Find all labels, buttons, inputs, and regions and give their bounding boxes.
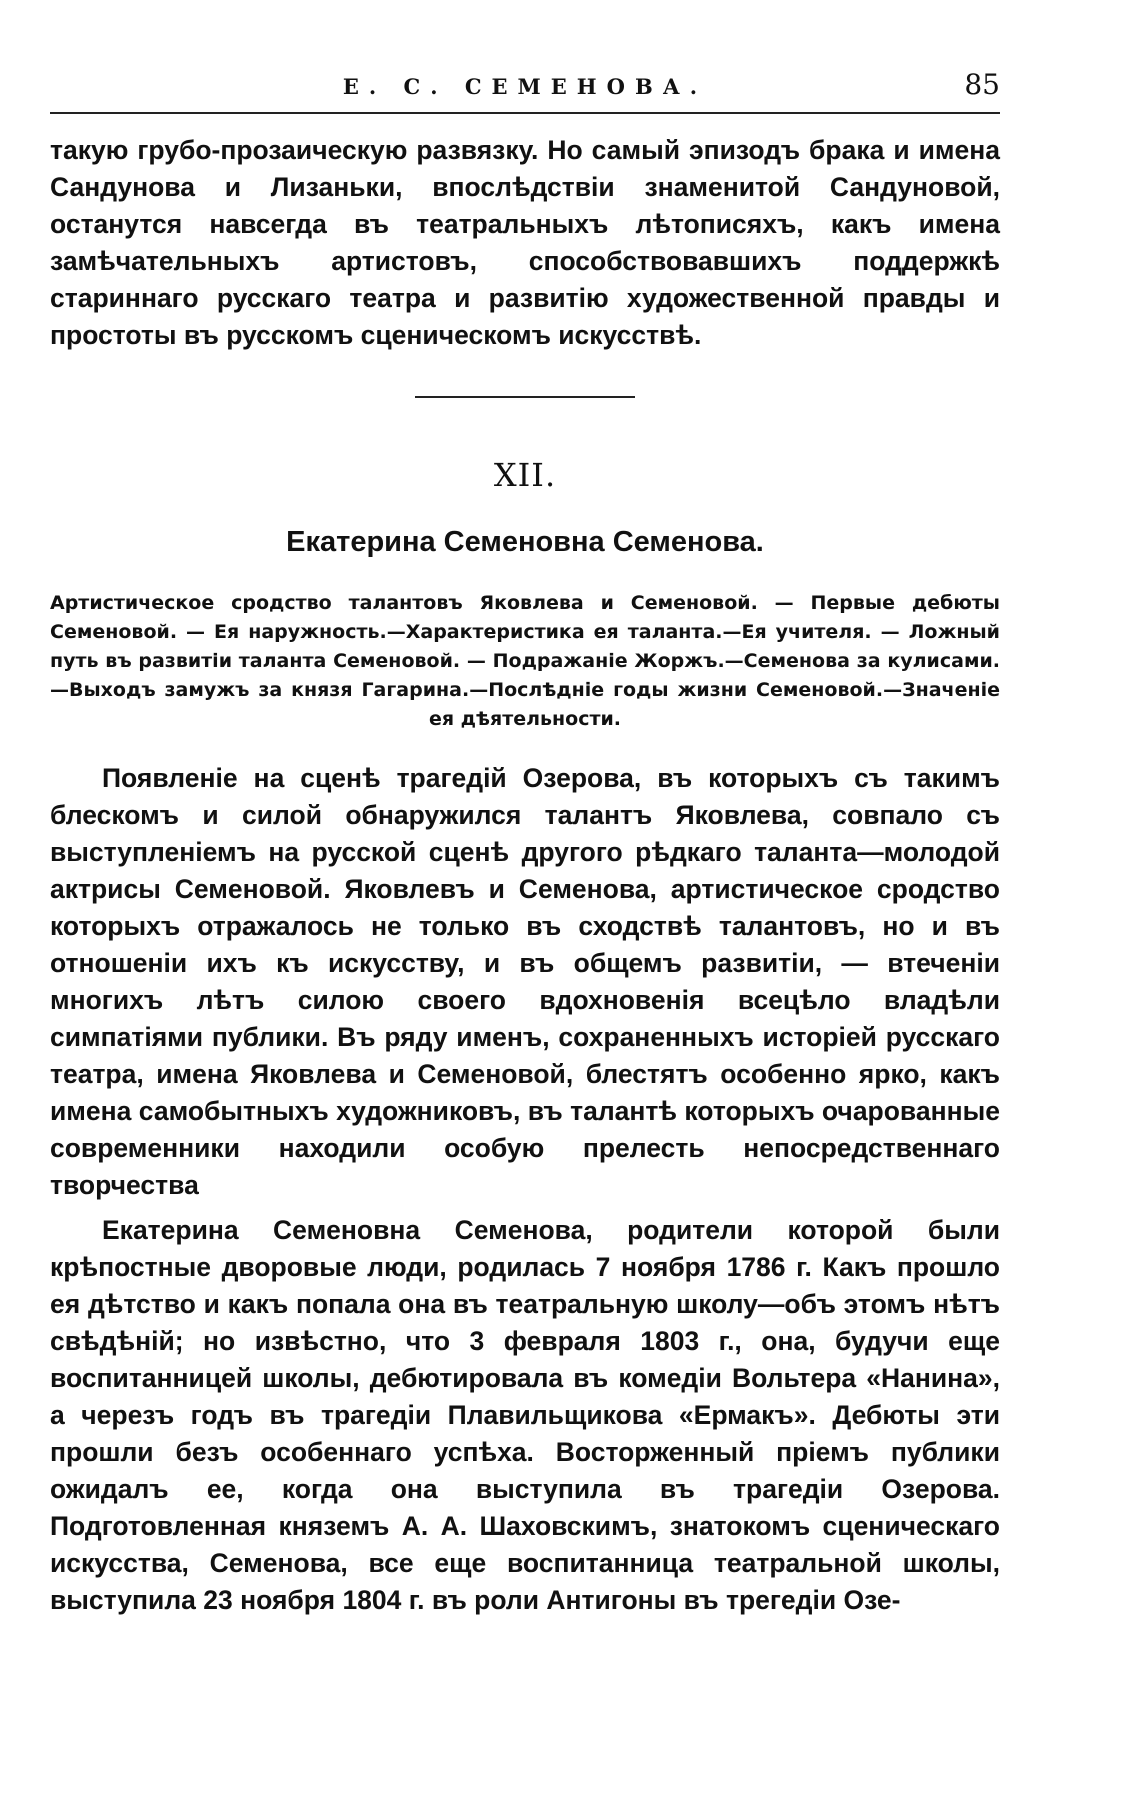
chapter-title: Екатерина Семеновна Семенова. bbox=[286, 526, 764, 558]
body-paragraph-1: Появленіе на сценѣ трагедій Озерова, въ которыхъ съ такимъ блескомъ и силой обнаружился талантъ Яковлева, совпало съ выступленіемъ на русской сценѣ другого рѣдкаго таланта—молодой актрисы Семеновой. Яковлевъ и Семенова, артистическое сродство которыхъ отражалось не только въ сходствѣ талантовъ, но и въ отношеніи ихъ къ искусству, и въ общемъ развитіи, — втеченіи многихъ лѣтъ силою своего вдохновенія всецѣло владѣли симпатіями публики. Въ ряду именъ, сохраненныхъ исторіей русскаго театра, имена Яковлева и Семеновой, блестятъ особенно ярко, какъ имена самобытныхъ художниковъ, въ талантѣ которыхъ очарованные современники находили особую прелесть непосредственнаго творчества bbox=[50, 763, 1000, 1200]
carryover-paragraph: такую грубо-прозаическую развязку. Но самый эпизодъ брака и имена Сандунова и Лизаньки, впослѣдствіи знаменитой Сандуновой, останутся навсегда въ театральныхъ лѣтописяхъ, какъ имена замѣчательныхъ артистовъ, способствовавшихъ поддержкѣ стариннаго русскаго театра и развитію художественной правды и простоты въ русскомъ сценическомъ искусствѣ. bbox=[50, 135, 1000, 350]
running-header bbox=[50, 60, 1000, 114]
section-separator-rule bbox=[415, 396, 635, 398]
page-number: 85 bbox=[964, 68, 1000, 101]
body-paragraph-2: Екатерина Семеновна Семенова, родители которой были крѣпостные дворовые люди, родилась 7 ноября 1786 г. Какъ прошло ея дѣтство и какъ попала она въ театральную школу—объ этомъ нѣтъ свѣдѣній; но извѣстно, что 3 февраля 1803 г., она, будучи еще воспитанницей школы, дебютировала въ комедіи Вольтера «Нанина», а черезъ годъ въ трагедіи Плавильщикова «Ермакъ». Дебюты эти прошли безъ особеннаго успѣха. Восторженный пріемъ публики ожидалъ ее, когда она выступила въ трагедіи Озерова. Подготовленная княземъ А. А. Шаховскимъ, знатокомъ сценическаго искусства, Семенова, все еще воспитанница театральной школы, выступила 23 ноября 1804 г. въ роли Антигоны въ трегедіи Озе- bbox=[50, 1215, 1000, 1615]
chapter-number: XII. bbox=[493, 456, 557, 494]
book-page bbox=[50, 60, 1000, 1619]
chapter-summary: Артистическое сродство талантовъ Яковлева и Семеновой. — Первые дебюты Семеновой. — Ея наружность.—Характеристика ея таланта.—Ея учителя. — Ложный путь въ развитіи таланта Семеновой. — Подражаніе Жоржъ.—Семенова за кулисами.—Выходъ замужъ за князя Гагарина.—Послѣдніе годы жизни Семеновой.—Значеніе ея дѣятельности. bbox=[50, 592, 1000, 730]
running-title: Е. С. СЕМЕНОВА. bbox=[342, 74, 708, 99]
